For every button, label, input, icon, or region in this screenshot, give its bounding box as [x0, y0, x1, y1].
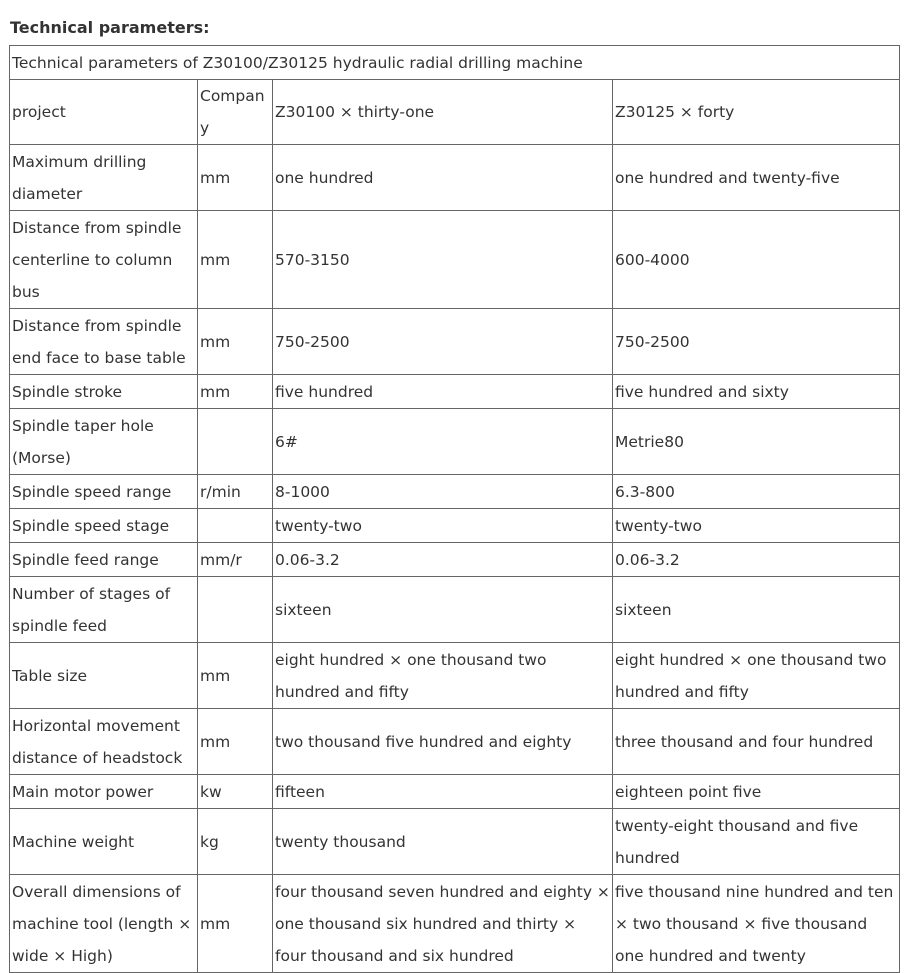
param-unit: mm: [198, 643, 273, 709]
table-row: [10, 775, 900, 809]
table-row: [10, 509, 900, 543]
param-z30125: 0.06-3.2: [613, 543, 900, 577]
param-z30125: 600-4000: [613, 211, 900, 309]
param-z30100: 6#: [273, 409, 613, 475]
param-name: Table size: [10, 643, 198, 709]
param-z30125: 750-2500: [613, 309, 900, 375]
param-z30125: three thousand and four hundred: [613, 709, 900, 775]
param-name: Main motor power: [10, 775, 198, 809]
param-unit: mm: [198, 211, 273, 309]
table-row: [10, 809, 900, 875]
param-z30100: eight hundred × one thousand two hundred and fifty: [273, 643, 613, 709]
table-row: [10, 375, 900, 409]
param-name: Overall dimensions of machine tool (length × wide × High): [10, 875, 198, 973]
param-unit: kw: [198, 775, 273, 809]
param-name: Spindle feed range: [10, 543, 198, 577]
param-unit: r/min: [198, 475, 273, 509]
table-row: [10, 709, 900, 775]
param-z30100: fifteen: [273, 775, 613, 809]
param-z30100: five hundred: [273, 375, 613, 409]
table-row: [10, 211, 900, 309]
header-z30100: Z30100 × thirty-one: [273, 80, 613, 145]
param-unit: kg: [198, 809, 273, 875]
table-row: [10, 643, 900, 709]
param-z30100: sixteen: [273, 577, 613, 643]
param-z30100: 750-2500: [273, 309, 613, 375]
header-project: project: [10, 80, 198, 145]
param-z30125: eight hundred × one thousand two hundred and fifty: [613, 643, 900, 709]
param-name: Distance from spindle end face to base table: [10, 309, 198, 375]
table-header-row: [10, 80, 900, 145]
param-z30100: twenty-two: [273, 509, 613, 543]
param-z30100: four thousand seven hundred and eighty × one thousand six hundred and thirty × four thousand and six hundred: [273, 875, 613, 973]
param-z30125: five hundred and sixty: [613, 375, 900, 409]
technical-parameters-table: [9, 45, 900, 973]
param-z30125: 6.3-800: [613, 475, 900, 509]
param-z30100: two thousand five hundred and eighty: [273, 709, 613, 775]
param-unit: mm: [198, 875, 273, 973]
param-unit: [198, 409, 273, 475]
table-row: [10, 475, 900, 509]
table-row: [10, 409, 900, 475]
param-z30100: one hundred: [273, 145, 613, 211]
header-company: Company: [198, 80, 273, 145]
param-name: Spindle speed stage: [10, 509, 198, 543]
param-name: Number of stages of spindle feed: [10, 577, 198, 643]
param-z30100: 8-1000: [273, 475, 613, 509]
param-unit: mm/r: [198, 543, 273, 577]
param-name: Machine weight: [10, 809, 198, 875]
table-row: [10, 309, 900, 375]
param-unit: mm: [198, 145, 273, 211]
param-unit: [198, 577, 273, 643]
param-z30125: one hundred and twenty-five: [613, 145, 900, 211]
table-row: [10, 577, 900, 643]
table-row: [10, 875, 900, 973]
param-unit: [198, 509, 273, 543]
param-unit: mm: [198, 375, 273, 409]
table-caption: Technical parameters of Z30100/Z30125 hydraulic radial drilling machine: [10, 46, 900, 80]
table-row: [10, 543, 900, 577]
param-name: Spindle stroke: [10, 375, 198, 409]
param-name: Spindle taper hole (Morse): [10, 409, 198, 475]
section-heading: Technical parameters:: [10, 18, 210, 37]
table-row: [10, 145, 900, 211]
param-z30125: Metrie80: [613, 409, 900, 475]
param-name: Horizontal movement distance of headstock: [10, 709, 198, 775]
param-z30125: sixteen: [613, 577, 900, 643]
param-z30100: twenty thousand: [273, 809, 613, 875]
param-unit: mm: [198, 709, 273, 775]
param-z30125: twenty-two: [613, 509, 900, 543]
param-name: Maximum drilling diameter: [10, 145, 198, 211]
param-z30125: eighteen point five: [613, 775, 900, 809]
header-z30125: Z30125 × forty: [613, 80, 900, 145]
table-caption-row: [10, 46, 900, 80]
param-name: Spindle speed range: [10, 475, 198, 509]
param-unit: mm: [198, 309, 273, 375]
param-z30100: 570-3150: [273, 211, 613, 309]
param-name: Distance from spindle centerline to column bus: [10, 211, 198, 309]
param-z30125: five thousand nine hundred and ten × two thousand × five thousand one hundred and twenty: [613, 875, 900, 973]
param-z30125: twenty-eight thousand and five hundred: [613, 809, 900, 875]
param-z30100: 0.06-3.2: [273, 543, 613, 577]
